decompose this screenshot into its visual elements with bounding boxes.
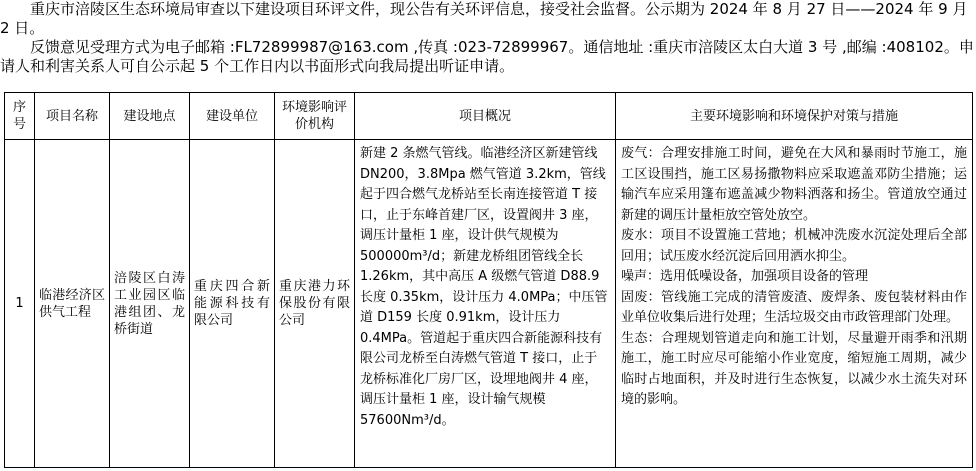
measure-waste-gas: 废气：合理安排施工时间，避免在大风和暴雨时节施工，施工区设围挡，施工区易扬撒物料应采取遮盖邓防尘措施；运输汽车应采用篷布遮盖减少物料洒落和扬尘。管道放空通过新建的调压计量柜放空管处放空。: [621, 146, 967, 223]
header-summary: 项目概况: [355, 93, 616, 140]
measure-solid-waste: 固废：管线施工完成的清管废渣、废焊条、废包装材料由作业单位收集后进行处理；生活垃圾交由市政管理部门处理。: [621, 289, 967, 325]
header-measures: 主要环境影响和环境保护对策与措施: [616, 93, 973, 140]
header-agency: 环境影响评价机构: [275, 93, 355, 140]
measure-ecology: 生态：合理规划管道走向和施工计划，尽量避开雨季和汛期施工，施工时应尽可能缩小作业宽度，缩短施工周期，减少临时占地面积，并及时进行生态恢复，以减少水土流失对环境的影响。: [621, 330, 967, 407]
cell-project-name: 临港经济区供气工程: [35, 140, 110, 468]
notice-paragraph-feedback: 反馈意见受理方式为电子邮箱 :FL72899987@163.com ,传真 :023-72899967。通信地址 :重庆市涪陵区太白大道 3 号 ,邮编 :408102。申请人和利害关系人可自公示起 5 个工作日内以书面形式向我局提出听证申请。: [0, 38, 974, 75]
cell-summary: 新建 2 条燃气管线。临港经济区新建管线 DN200，3.8Mpa 燃气管道 3.2km，管线起于四合燃气龙桥站至长南连接管道 T 接口，止于东峰首建厂区，设置阀井 3 座，调压计量柜 1 座，设计供气规模为 500000m³/d；新建龙桥组团管线全长 1.26km，其中高压 A 级燃气管道 D88.9 长度 0.35km，设计压力 4.0MPa；中压管道 D159 长度 0.91km，设计压力 0.4MPa。管道起于重庆四合新能源科技有限公司龙桥至白涛燃气管道 T 接口，止于龙桥标准化厂房厂区，设埋地阀井 4 座，调压计量柜 1 座，设计输气规模 57600Nm³/d。: [355, 140, 616, 468]
table-row: [5, 140, 973, 468]
measure-waste-water: 废水：项目不设置施工营地；机械冲洗废水沉淀处理后全部回用；试压废水经沉淀后回用洒水抑尘。: [621, 228, 967, 264]
cell-builder: 重庆四合新能源科技有限公司: [190, 140, 275, 468]
table-header-row: [5, 93, 973, 140]
cell-measures: [616, 140, 973, 468]
notice-paragraph-period: 重庆市涪陵区生态环境局审查以下建设项目环评文件，现公告有关环评信息，接受社会监督。公示期为 2024 年 8 月 27 日——2024 年 9 月 2 日。: [0, 0, 968, 37]
header-index: 序号: [5, 93, 35, 140]
measure-noise: 噪声：选用低噪设备，加强项目设备的管理: [621, 269, 869, 284]
cell-agency: 重庆港力环保股份有限公司: [275, 140, 355, 468]
project-table: [4, 92, 973, 468]
cell-index: 1: [5, 140, 35, 468]
header-builder: 建设单位: [190, 93, 275, 140]
header-location: 建设地点: [110, 93, 190, 140]
notice-intro: [0, 0, 976, 76]
cell-location: 涪陵区白涛工业园区临港组团、龙桥街道: [110, 140, 190, 468]
header-project-name: 项目名称: [35, 93, 110, 140]
